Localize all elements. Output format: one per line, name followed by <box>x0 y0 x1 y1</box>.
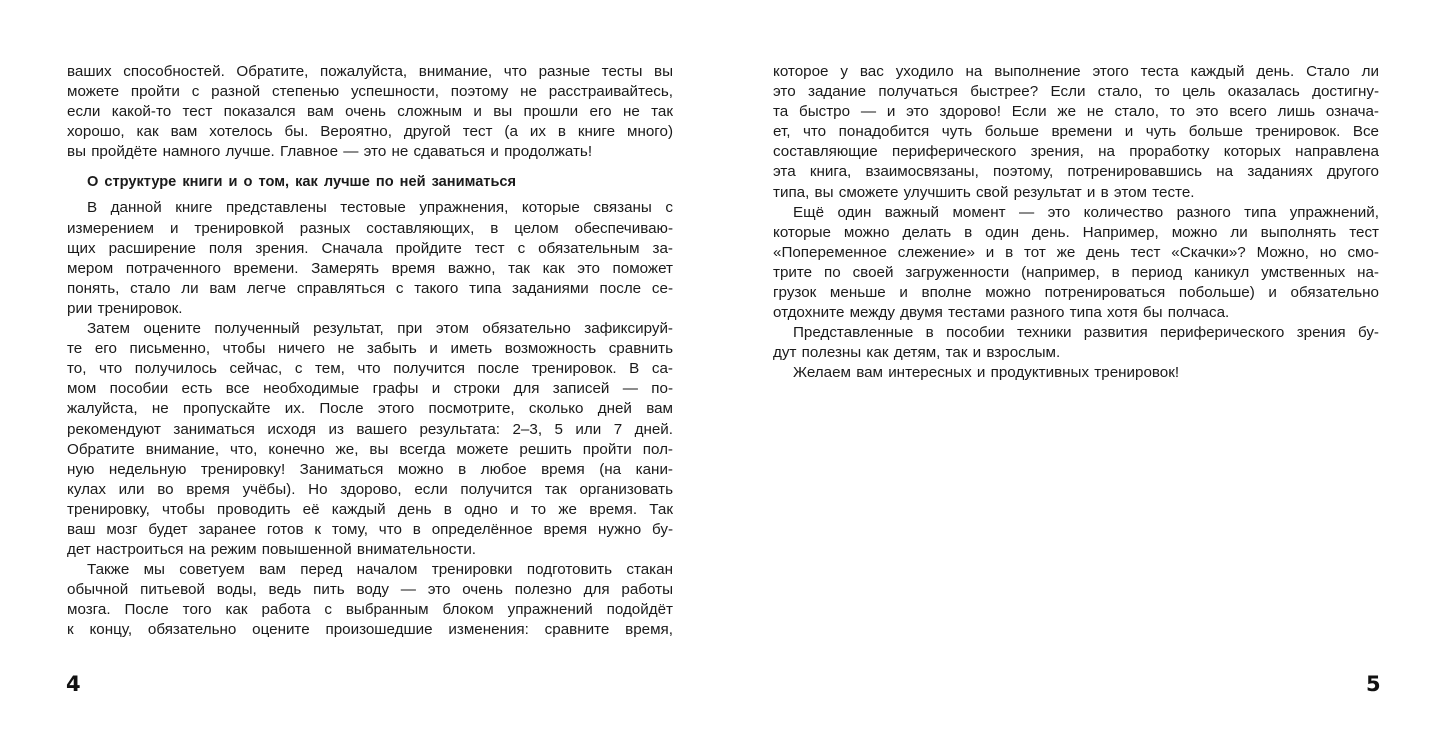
text-line: отдохните между двумя тестами разного типа хотя бы полчаса. <box>773 304 1230 322</box>
text-line: к концу, обязательно оцените произошедшие изменения: сравните время, <box>67 621 673 639</box>
text-line: это задание получаться быстрее? Если стало, то цель оказалась достигну- <box>773 83 1379 101</box>
text-line: которые можно делать в один день. Например, можно ли выполнять тест <box>773 223 1379 241</box>
text-line: Обратите внимание, что, конечно же, вы всегда можете решить пройти пол- <box>67 440 673 458</box>
text-line: понять, стало ли вам легче справляться с такого типа заданиями после се- <box>67 279 673 297</box>
text-line: то, что получилось сейчас, с тем, что получится после тренировок. В са- <box>67 360 673 378</box>
text-line: хорошо, как вам хотелось бы. Вероятно, другой тест (а их в книге много) <box>67 123 673 141</box>
text-line: Затем оцените полученный результат, при этом обязательно зафиксируй- <box>87 320 673 338</box>
text-line: кулах или во время учёбы). Но здорово, если получится так организовать <box>67 480 673 498</box>
text-line: жалуйста, не пропускайте их. После этого посмотрите, сколько дней вам <box>67 400 673 418</box>
text-line: та быстро — и это здорово! Если же не стало, то это всего лишь означа- <box>773 103 1379 121</box>
left-intro-paragraph <box>67 62 673 162</box>
text-line: мером потраченного времени. Замерять время важно, так как это поможет <box>67 259 673 277</box>
text-line: дут полезны как детям, так и взрослым. <box>773 344 1061 362</box>
left-body-text <box>67 198 673 640</box>
text-line: обычной питьевой воды, ведь пить воду — это очень полезно для работы <box>67 581 673 599</box>
text-line: рии тренировок. <box>67 299 183 317</box>
text-line: если какой-то тест показался вам очень сложным и вы прошли его не так <box>67 103 673 121</box>
text-line: эта книга, взаимосвязаны, поэтому, потренировавшись на заданиях другого <box>773 163 1379 181</box>
page-number-right: 5 <box>1366 672 1381 696</box>
text-line: ваш мозг будет заранее готов к тому, что в определённое время нужно бу- <box>67 520 673 538</box>
right-body-text <box>773 62 1379 384</box>
text-line: тренировку, чтобы проводить её каждый день в одно и то же время. Так <box>67 500 673 518</box>
text-line: вы пройдёте намного лучше. Главное — это не сдаваться и продолжать! <box>67 143 593 161</box>
text-line: рекомендуют заниматься исходя из вашего результата: 2–3, 5 или 7 дней. <box>67 420 673 438</box>
text-line: составляющие периферического зрения, на проработку которых направлена <box>773 143 1379 161</box>
text-line: Желаем вам интересных и продуктивных тренировок! <box>793 364 1180 382</box>
page-number-left: 4 <box>66 672 81 696</box>
text-line: мом пособии есть все необходимые графы и строки для записей — по- <box>67 380 673 398</box>
text-line: грузок меньше и вполне можно потренироваться побольше) и обязательно <box>773 284 1379 302</box>
text-line: трите по своей загруженности (например, в период каникул умственных на- <box>773 263 1379 281</box>
text-line: ную недельную тренировку! Заниматься можно в любое время (на кани- <box>67 460 673 478</box>
text-line: ет, что понадобится чуть больше времени и чуть больше тренировок. Все <box>773 123 1379 141</box>
text-line: Ещё один важный момент — это количество разного типа упражнений, <box>793 203 1379 221</box>
text-line: ваших способностей. Обратите, пожалуйста, внимание, что разные тесты вы <box>67 63 673 80</box>
text-line: Также мы советуем вам перед началом тренировки подготовить стакан <box>87 561 673 579</box>
text-line: типа, вы сможете улучшить свой результат и в этом тесте. <box>773 183 1195 201</box>
left-page <box>67 62 673 641</box>
text-line: те его письменно, чтобы ничего не забыть и иметь возможность сравнить <box>67 340 673 358</box>
text-line: щих расширение поля зрения. Сначала пройдите тест с обязательным за- <box>67 239 673 257</box>
text-line: Представленные в пособии техники развития периферического зрения бу- <box>793 324 1379 342</box>
text-line: измерением и тренировкой разных составляющих, в целом обеспечиваю- <box>67 219 673 237</box>
right-page <box>773 62 1379 384</box>
section-heading: О структуре книги и о том, как лучше по ней заниматься <box>87 174 517 191</box>
text-line: «Попеременное слежение» и в тот же день тест «Скачки»? Можно, но смо- <box>773 243 1379 261</box>
text-line: мозга. После того как работа с выбранным блоком упражнений подойдёт <box>67 601 673 619</box>
text-line: можете пройти с разной степенью успешности, поэтому не расстраивайтесь, <box>67 83 673 101</box>
text-line: которое у вас уходило на выполнение этого теста каждый день. Стало ли <box>773 63 1379 80</box>
text-line: В данной книге представлены тестовые упражнения, которые связаны с <box>87 199 673 217</box>
text-line: дет настроиться на режим повышенной внимательности. <box>67 541 477 559</box>
